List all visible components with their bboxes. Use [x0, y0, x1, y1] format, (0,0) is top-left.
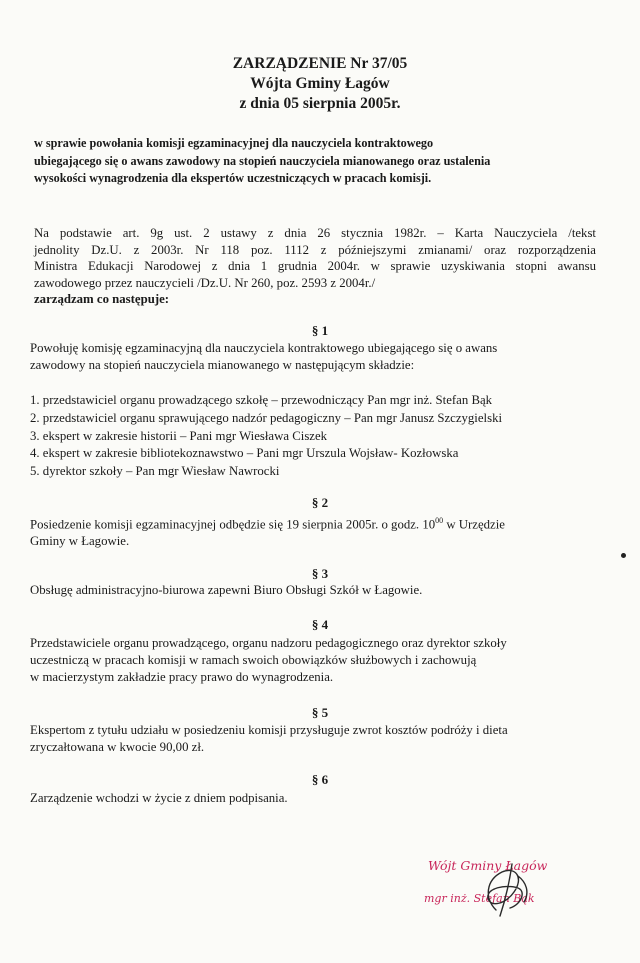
legal-basis — [34, 225, 596, 308]
stamp-name: mgr inż. Stefan Bąk — [424, 892, 535, 905]
subject-line: w sprawie powołania komisji egzaminacyjnej dla nauczyciela kontraktowego — [34, 136, 434, 150]
committee-member: 1. przedstawiciel organu prowadzącego szkołę – przewodniczący Pan mgr inż. Stefan Bąk — [30, 393, 493, 407]
section-5-line: zryczałtowana w kwocie 90,00 zł. — [30, 740, 205, 754]
section-5-line: Ekspertom z tytułu udziału w posiedzeniu komisji przysługuje zwrot kosztów podróży i dieta — [30, 723, 508, 737]
section-2-text-before: Posiedzenie komisji egzaminacyjnej odbędzie się 19 sierpnia 2005r. o godz. 10 — [30, 517, 436, 532]
section-1-heading: § 1 — [311, 323, 329, 338]
section-6-text — [30, 790, 610, 807]
section-2-line — [30, 512, 610, 533]
section-1-text — [30, 340, 610, 374]
committee-member: 5. dyrektor szkoły – Pan mgr Wiesław Nawrocki — [30, 464, 280, 479]
section-6-heading: § 6 — [311, 772, 329, 787]
section-1-line: Powołuję komisję egzaminacyjną dla nauczyciela kontraktowego ubiegającego się o awans — [30, 341, 498, 355]
section-2-line: Gminy w Łagowie. — [30, 534, 130, 549]
section-3-text — [30, 582, 610, 599]
section-3-line: Obsługę administracyjno-biurowa zapewni Biuro Obsługi Szkół w Łagowie. — [30, 583, 423, 597]
section-2-text-after: w Urzędzie — [443, 517, 505, 532]
legal-basis-line: zawodowego przez nauczycieli /Dz.U. Nr 260, poz. 2593 z 2004r./ — [34, 275, 376, 290]
legal-basis-line: Na podstawie art. 9g ust. 2 ustawy z dnia 26 stycznia 1982r. – Karta Nauczyciela /tekst — [34, 226, 596, 240]
section-4-text — [30, 635, 610, 686]
document-issuer: Wójta Gminy Łagów — [250, 75, 390, 92]
scan-speck — [621, 553, 626, 558]
committee-member: 3. ekspert w zakresie historii – Pani mgr Wiesława Ciszek — [30, 428, 328, 443]
stamp-title: Wójt Gminy Łagów — [428, 858, 548, 873]
section-4-line: Przedstawiciele organu prowadzącego, organu nadzoru pedagogicznego oraz dyrektor szkoły — [30, 636, 507, 650]
subject-line: ubiegającego się o awans zawodowy na stopień nauczyciela mianowanego oraz ustalenia — [34, 153, 491, 168]
section-1-line: zawodowy na stopień nauczyciela mianowanego w następującym składzie: — [30, 358, 415, 372]
section-5-text — [30, 722, 610, 756]
document-subject — [34, 135, 610, 188]
legal-basis-line: jednolity Dz.U. z 2003r. Nr 118 poz. 1112 z późniejszymi zmianami/ oraz rozporządzenia — [34, 242, 596, 257]
section-2-heading: § 2 — [311, 495, 329, 510]
document-date: z dnia 05 sierpnia 2005r. — [239, 95, 401, 112]
legal-basis-line: Ministra Edukacji Narodowej z dnia 1 grudnia 2004r. w sprawie uzyskiwania stopni awansu — [34, 259, 596, 273]
committee-member: 4. ekspert w zakresie bibliotekoznawstwo – Pani mgr Urszula Wojsław- Kozłowska — [30, 446, 459, 461]
time-minutes-superscript: 00 — [435, 516, 444, 525]
committee-members-list — [30, 392, 610, 481]
section-6-line: Zarządzenie wchodzi w życie z dniem podpisania. — [30, 791, 288, 805]
section-2-text — [30, 512, 610, 550]
handwritten-signature — [466, 858, 546, 920]
section-3-heading: § 3 — [311, 566, 329, 581]
subject-line: wysokości wynagrodzenia dla ekspertów uczestniczących w pracach komisji. — [34, 171, 432, 185]
section-4-line: w macierzystym zakładzie pracy prawo do wynagrodzenia. — [30, 670, 334, 684]
section-4-heading: § 4 — [311, 617, 329, 632]
section-4-line: uczestniczą w pracach komisji w ramach swoich obowiązków służbowych i zachowują — [30, 653, 477, 667]
decree-phrase: zarządzam co następuje: — [34, 292, 170, 306]
section-5-heading: § 5 — [311, 705, 329, 720]
document-title: ZARZĄDZENIE Nr 37/05 — [232, 55, 408, 72]
committee-member: 2. przedstawiciel organu sprawującego nadzór pedagogiczny – Pan mgr Janusz Szczygielski — [30, 410, 503, 425]
